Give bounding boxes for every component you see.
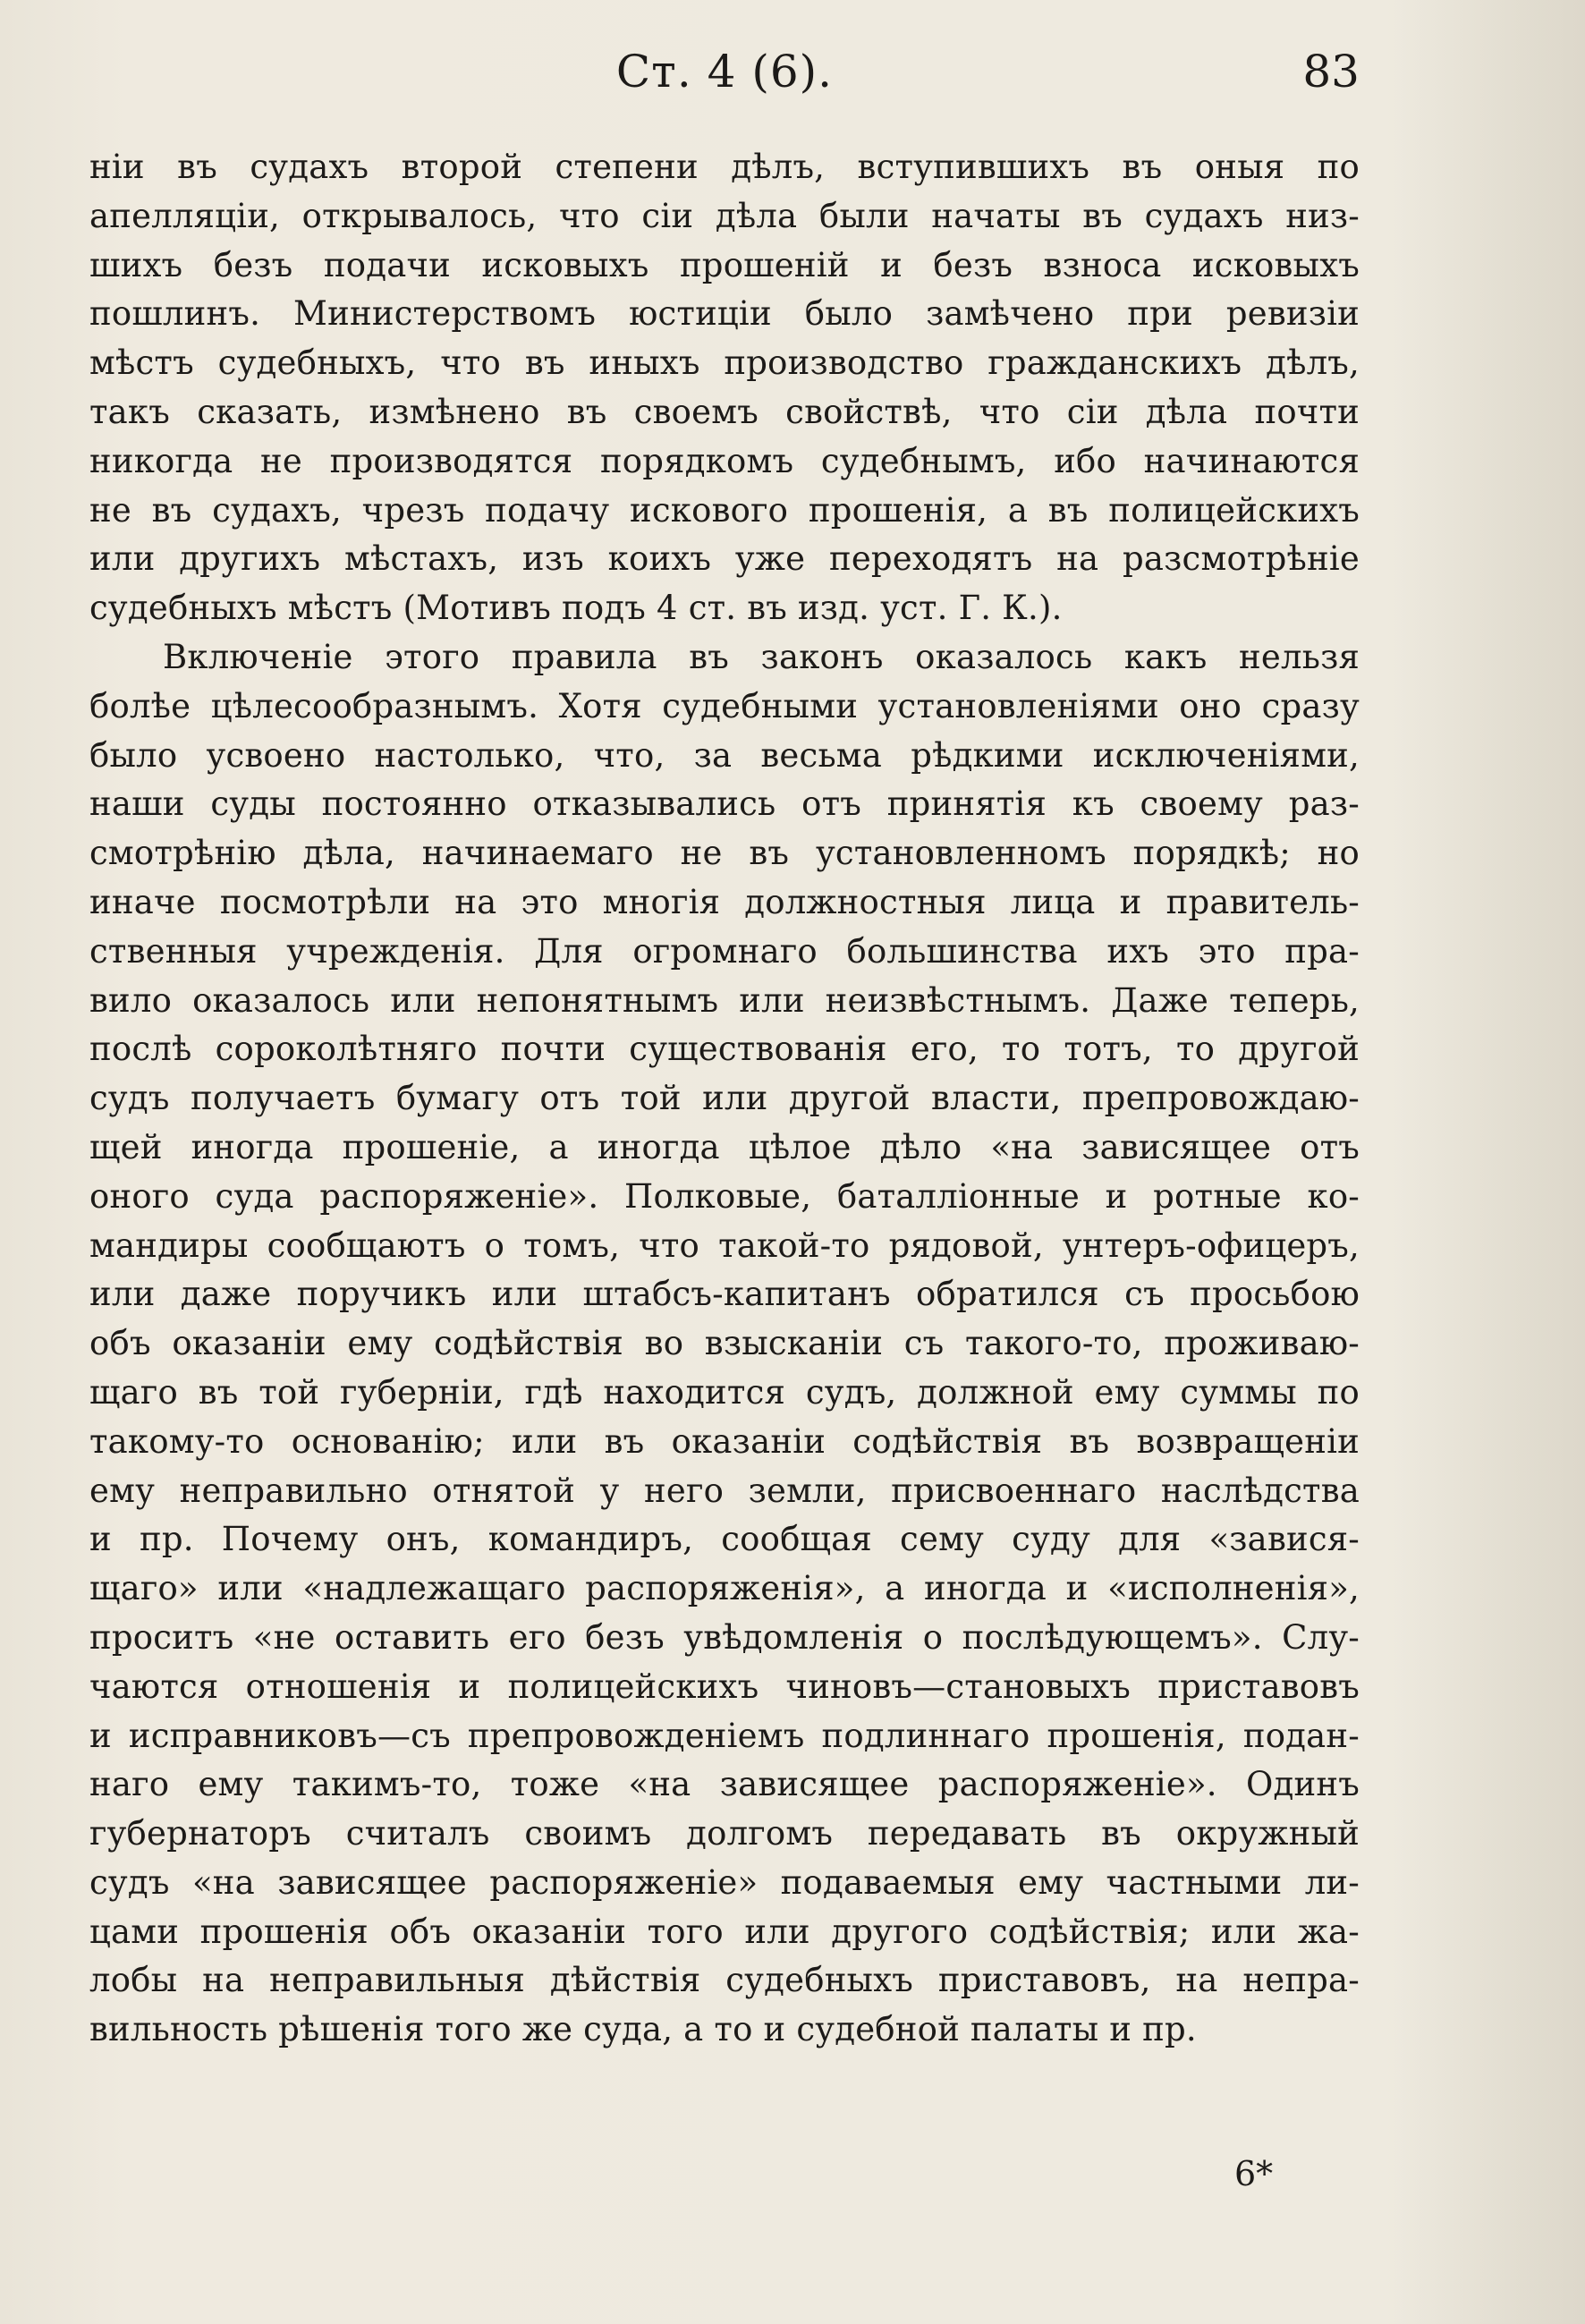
text-line: смотрѣнію дѣла, начинаемаго не въ установленномъ порядкѣ; но [89, 834, 1360, 873]
text-line: чаются отношенія и полицейскихъ чиновъ—становыхъ приставовъ [89, 1667, 1360, 1706]
text-line: мандиры сообщаютъ о томъ, что такой-то рядовой, унтеръ-офицеръ, [89, 1226, 1360, 1265]
text-line: никогда не производятся порядкомъ судебнымъ, ибо начинаются [89, 441, 1360, 480]
text-line: наши суды постоянно отказывались отъ принятія къ своему раз- [89, 785, 1360, 824]
text-line: судъ «на зависящее распоряженіе» подаваемыя ему частными ли- [89, 1862, 1360, 1902]
text-line: цами прошенія объ оказаніи того или другого содѣйствія; или жа- [89, 1912, 1360, 1951]
text-line: щаго въ той губерніи, гдѣ находится судъ, должной ему суммы по [89, 1372, 1360, 1412]
text-line: судебныхъ мѣстъ (Мотивъ подъ 4 ст. въ изд. уст. Г. К.). [89, 589, 1063, 628]
text-line: послѣ сороколѣтняго почти существованія его, то тотъ, то другой [89, 1030, 1360, 1069]
text-line: проситъ «не оставить его безъ увѣдомленія о послѣдующемъ». Слу- [89, 1617, 1360, 1657]
text-line: было усвоено настолько, что, за весьма рѣдкими исключеніями, [89, 735, 1360, 775]
text-line: объ оказаніи ему содѣйствія во взысканіи съ такого-то, проживаю- [89, 1324, 1360, 1363]
page-number: 83 [1302, 46, 1360, 98]
page-edge-shadow [1382, 0, 1585, 2324]
text-line: губернаторъ считалъ своимъ долгомъ передавать въ окружный [89, 1814, 1360, 1853]
signature-mark: 6* [1234, 2154, 1274, 2193]
text-line: такъ сказать, измѣнено въ своемъ свойствѣ, что сіи дѣла почти [89, 392, 1360, 431]
text-line: ему неправильно отнятой у него земли, присвоеннаго наслѣдства [89, 1471, 1360, 1510]
text-line: оного суда распоряженіе». Полковые, баталліонные и ротные ко- [89, 1176, 1360, 1216]
text-line: Включеніе этого правила въ законъ оказалось какъ нельзя [163, 637, 1360, 676]
text-line: пошлинъ. Министерствомъ юстиціи было замѣчено при ревизіи [89, 294, 1360, 334]
text-line: апелляціи, открывалось, что сіи дѣла были начаты въ судахъ низ- [89, 196, 1360, 235]
text-line: судъ получаетъ бумагу отъ той или другой власти, препровождаю- [89, 1079, 1360, 1118]
text-line: и пр. Почему онъ, командиръ, сообщая сему суду для «завися- [89, 1520, 1360, 1559]
text-line: болѣе цѣлесообразнымъ. Хотя судебными установленіями оно сразу [89, 686, 1360, 725]
running-head [89, 36, 1360, 107]
text-line: мѣстъ судебныхъ, что въ иныхъ производство гражданскихъ дѣлъ, [89, 344, 1360, 383]
text-line: не въ судахъ, чрезъ подачу искового прошенія, а въ полицейскихъ [89, 490, 1360, 530]
text-line: иначе посмотрѣли на это многія должностныя лица и правитель- [89, 882, 1360, 921]
text-line: лобы на неправильныя дѣйствія судебныхъ приставовъ, на непра- [89, 1961, 1360, 2000]
text-line: такому-то основанію; или въ оказаніи содѣйствія въ возвращеніи [89, 1421, 1360, 1461]
running-title: Ст. 4 (6). [615, 46, 834, 98]
body-text [89, 143, 1360, 2055]
text-line: ственныя учрежденія. Для огромнаго большинства ихъ это пра- [89, 931, 1360, 971]
text-line: наго ему такимъ-то, тоже «на зависящее распоряженіе». Одинъ [89, 1765, 1360, 1804]
text-line: или даже поручикъ или штабсъ-капитанъ обратился съ просьбою [89, 1275, 1360, 1314]
text-line: ніи въ судахъ второй степени дѣлъ, вступившихъ въ оныя по [89, 148, 1360, 186]
text-line: щей иногда прошеніе, а иногда цѣлое дѣло «на зависящее отъ [89, 1127, 1360, 1166]
text-line: и исправниковъ—съ препровожденіемъ подлиннаго прошенія, подан- [89, 1716, 1360, 1755]
text-line: шихъ безъ подачи исковыхъ прошеній и безъ взноса исковыхъ [89, 245, 1360, 284]
text-line: щаго» или «надлежащаго распоряженія», а иногда и «исполненія», [89, 1569, 1360, 1608]
text-line: вило оказалось или непонятнымъ или неизвѣстнымъ. Даже теперь, [89, 980, 1360, 1020]
text-line: или другихъ мѣстахъ, изъ коихъ уже переходятъ на разсмотрѣніе [89, 539, 1360, 579]
text-line: вильность рѣшенія того же суда, а то и судебной палаты и пр. [89, 2010, 1197, 2049]
